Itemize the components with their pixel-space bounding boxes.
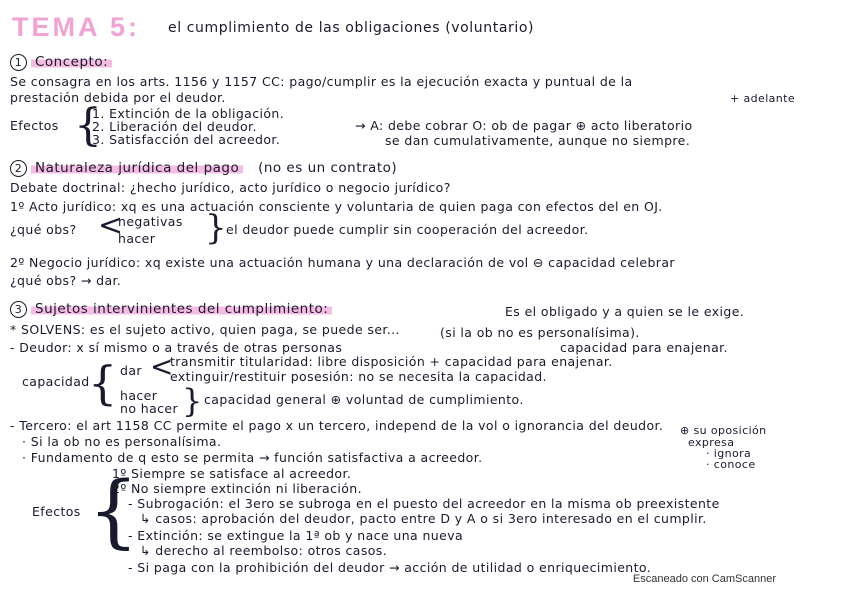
s3-hacer-brace: } bbox=[182, 382, 203, 420]
s1-efecto-3: 3. Satisfacción del acreedor. bbox=[92, 132, 281, 147]
s3-dar-brace: < bbox=[150, 350, 174, 383]
section-1-heading bbox=[10, 54, 112, 71]
section-3-number: 3 bbox=[10, 301, 27, 318]
section-1-number: 1 bbox=[10, 54, 27, 71]
s3-solvens-note: (si la ob no es personalísima). bbox=[440, 325, 640, 340]
s2-hacer: hacer bbox=[118, 231, 156, 246]
s1-right-1: → A: debe cobrar O: ob de pagar ⊕ acto liberatorio bbox=[355, 118, 693, 133]
s3-efecto-4: ↳ casos: aprobación del deudor, pacto entre D y A o si 3ero interesado en el cumplir. bbox=[140, 511, 707, 526]
s1-efectos-label: Efectos bbox=[10, 118, 59, 133]
s1-line-1: Se consagra en los arts. 1156 y 1157 CC: pago/cumplir es la ejecución exacta y puntual de la bbox=[10, 74, 633, 89]
s1-side-note: + adelante bbox=[730, 92, 796, 105]
s3-nohacer-label: no hacer bbox=[120, 401, 179, 416]
s1-efecto-1: 1. Extinción de la obligación. bbox=[92, 106, 285, 121]
section-2-note: (no es un contrato) bbox=[258, 160, 398, 176]
section-2-number: 2 bbox=[10, 160, 27, 177]
s3-solvens: * SOLVENS: es el sujeto activo, quien paga, se puede ser... bbox=[10, 322, 400, 337]
s3-capacidad-label: capacidad bbox=[22, 374, 90, 389]
s3-efecto-7: - Si paga con la prohibición del deudor → acción de utilidad o enriquecimiento. bbox=[128, 560, 652, 575]
s3-efectos-brace: { bbox=[88, 464, 139, 557]
s3-efectos-label: Efectos bbox=[32, 504, 81, 519]
s2-line-1: Debate doctrinal: ¿hecho jurídico, acto jurídico o negocio jurídico? bbox=[10, 180, 451, 195]
section-3-title: Sujetos intervinientes del cumplimiento: bbox=[31, 301, 332, 317]
s3-tercero-1: · Si la ob no es personalísima. bbox=[22, 434, 222, 449]
s3-efecto-5: - Extinción: se extingue la 1ª ob y nace una nueva bbox=[128, 528, 464, 543]
s3-hacer-text: capacidad general ⊕ voluntad de cumplimiento. bbox=[204, 392, 524, 407]
s2-line-4: 2º Negocio jurídico: xq existe una actuación humana y una declaración de vol ⊖ capacidad celebrar bbox=[10, 255, 675, 270]
s3-dar-2: extinguir/restituir posesión: no se necesita la capacidad. bbox=[170, 369, 547, 384]
s2-left-brace: < bbox=[98, 208, 124, 243]
s1-right-2: se dan cumulativamente, aunque no siempre. bbox=[385, 133, 691, 148]
s1-line-2: prestación debida por el deudor. bbox=[10, 90, 226, 105]
s3-efecto-3: - Subrogación: el 3ero se subroga en el puesto del acreedor en la misma ob preexistente bbox=[128, 496, 720, 511]
s3-top-note: Es el obligado y a quien se le exige. bbox=[505, 304, 745, 319]
s3-dar-1: transmitir titularidad: libre disposición + capacidad para enajenar. bbox=[170, 354, 613, 369]
s2-negativas: negativas bbox=[118, 214, 183, 229]
s1-brace: { bbox=[74, 100, 102, 151]
section-3-heading bbox=[10, 301, 332, 318]
s2-line-2: 1º Acto jurídico: xq es una actuación consciente y voluntaria de quien paga con efectos del en OJ. bbox=[10, 199, 663, 214]
s3-efecto-6: ↳ derecho al reembolso: otros casos. bbox=[140, 543, 388, 558]
s3-tercero: - Tercero: el art 1158 CC permite el pago x un tercero, independ de la vol o ignorancia del deudor. bbox=[10, 418, 664, 433]
page-title: TEMA 5: bbox=[12, 12, 140, 42]
scanner-watermark: Escaneado con CamScanner bbox=[632, 573, 776, 585]
s3-side-3: · ignora bbox=[706, 447, 752, 460]
section-1-title: Concepto: bbox=[31, 54, 112, 70]
s2-line-5: ¿qué obs? → dar. bbox=[10, 273, 122, 288]
section-2-title: Naturaleza jurídica del pago bbox=[31, 160, 243, 176]
page-subtitle: el cumplimiento de las obligaciones (voluntario) bbox=[168, 20, 535, 36]
s3-side-2: expresa bbox=[688, 436, 735, 449]
s3-tercero-2: · Fundamento de q esto se permita → función satisfactiva a acreedor. bbox=[22, 450, 483, 465]
s3-efecto-2: 2º No siempre extinción ni liberación. bbox=[112, 481, 362, 496]
s2-question: ¿qué obs? bbox=[10, 222, 77, 237]
s2-line-3: el deudor puede cumplir sin cooperación del acreedor. bbox=[226, 222, 589, 237]
s3-deudor-cap: capacidad para enajenar. bbox=[560, 340, 728, 355]
s3-capacidad-brace: { bbox=[88, 356, 118, 410]
s3-dar-label: dar bbox=[120, 363, 142, 378]
section-2-heading bbox=[10, 160, 397, 177]
s3-deudor: - Deudor: x sí mismo o a través de otras personas bbox=[10, 340, 343, 355]
s3-side-4: · conoce bbox=[706, 458, 756, 471]
s2-right-brace: } bbox=[205, 208, 227, 248]
s3-hacer-label: hacer bbox=[120, 388, 158, 403]
s3-side-1: ⊕ su oposición bbox=[680, 424, 767, 437]
s3-efecto-1: 1º Siempre se satisface al acreedor. bbox=[112, 466, 352, 481]
s1-efecto-2: 2. Liberación del deudor. bbox=[92, 119, 257, 134]
